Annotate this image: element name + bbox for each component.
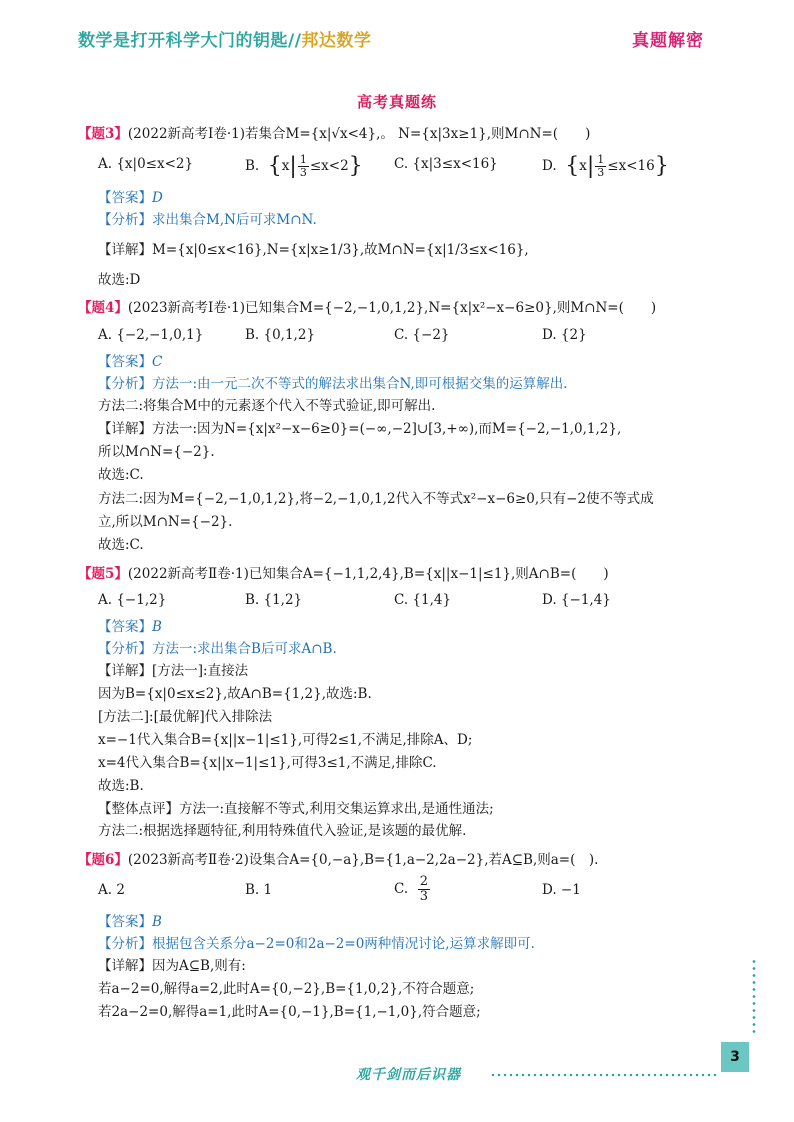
- q5-option-b: B. {1,2}: [245, 592, 303, 608]
- q5-detail-1: [98, 661, 248, 681]
- q3-stem-line: [78, 124, 590, 144]
- q6-answer: [98, 912, 162, 932]
- q3-option-a: A. {x|0≤x<2}: [98, 156, 194, 172]
- q6-analysis-tag: 【分析】: [98, 936, 152, 952]
- q4-analysis-tag: 【分析】: [98, 376, 152, 392]
- q4-option-d: D. {2}: [542, 327, 587, 343]
- q5-detail-2: 因为B={x|0≤x≤2},故A∩B={1,2},故选:B.: [98, 686, 372, 702]
- q5-detail-4: x=−1代入集合B={x||x−1|≤1},可得2≤1,不满足,排除A、D;: [98, 732, 473, 748]
- q5-stem-line: [78, 564, 609, 584]
- q5-detail-3: [方法二]:[最优解]代入排除法: [98, 709, 273, 725]
- header-brand: 邦达数学: [301, 31, 372, 51]
- q4-analysis-1: [98, 374, 568, 394]
- dotted-border-vertical: [752, 958, 756, 1036]
- q3-answer-tag: 【答案】: [98, 190, 152, 206]
- q5-analysis-tag: 【分析】: [98, 641, 152, 657]
- q3-analysis-tag: 【分析】: [98, 212, 152, 228]
- q3-detail-text: M={x|0≤x<16},N={x|x≥1/3},故M∩N={x|1/3≤x<16},: [152, 242, 529, 258]
- q4-detail-1: [98, 419, 621, 439]
- q4-option-c: C. {−2}: [394, 327, 450, 343]
- header-section-name: 真题解密: [632, 31, 704, 51]
- q6-detail-3: 若2a−2=0,解得a=1,此时A={0,−1},B={1,−1,0},符合题意;: [98, 1004, 481, 1020]
- q3-label: 【题3】: [78, 126, 128, 142]
- q5-analysis: [98, 639, 337, 659]
- q5-answer-tag: 【答案】: [98, 619, 152, 635]
- q5-detail-tag: 【详解】: [98, 663, 152, 679]
- q4-detail-text-1: 方法一:因为N={x|x²−x−6≥0}=(−∞,−2]∪[3,+∞),而M={−2,−1,0,1,2},: [152, 421, 622, 437]
- q6-detail-1: [98, 956, 246, 976]
- q6-detail-text-1: 因为A⊆B,则有:: [152, 958, 246, 974]
- q5-analysis-text: 方法一:求出集合B后可求A∩B.: [152, 641, 337, 657]
- q4-detail-6: 故选:C.: [98, 537, 144, 553]
- q5-stem: (2022新高考Ⅱ卷·1)已知集合A={−1,1,2,4},B={x||x−1|≤1},则A∩B=( ): [127, 566, 609, 582]
- q4-option-b: B. {0,1,2}: [245, 327, 316, 343]
- q5-detail-5: x=4代入集合B={x||x−1|≤1},可得3≤1,不满足,排除C.: [98, 755, 437, 771]
- q6-analysis: [98, 934, 535, 954]
- q3-detail: [98, 240, 529, 260]
- q6-analysis-text: 根据包含关系分a−2=0和2a−2=0两种情况讨论,运算求解即可.: [152, 936, 535, 952]
- q6-stem-line: [78, 850, 598, 870]
- q5-option-d: D. {−1,4}: [542, 592, 611, 608]
- q6-option-c: C. $\frac{2}{3}$: [394, 874, 429, 904]
- q3-answer: [98, 188, 163, 208]
- q3-option-d: D. {x| $\frac{1}{3}$ ≤x<16}: [542, 153, 669, 179]
- q5-detail-text-1: [方法一]:直接法: [152, 663, 249, 679]
- q4-answer-value: C: [152, 354, 163, 370]
- q5-option-a: A. {−1,2}: [98, 592, 167, 608]
- q4-label: 【题4】: [78, 300, 128, 316]
- header-slogan-text: 数学是打开科学大门的钥匙//: [78, 31, 302, 51]
- q6-detail-2: 若a−2=0,解得a=2,此时A={0,−2},B={1,0,2},不符合题意;: [98, 981, 475, 997]
- q4-option-a: A. {−2,−1,0,1}: [98, 327, 204, 343]
- q4-detail-5: 立,所以M∩N={−2}.: [98, 514, 233, 530]
- q5-review-text-1: 方法一:直接解不等式,利用交集运算求出,是通性通法;: [179, 801, 494, 817]
- q4-answer-tag: 【答案】: [98, 354, 152, 370]
- q5-detail-6: 故选:B.: [98, 778, 144, 794]
- q3-stem: (2022新高考Ⅰ卷·1)若集合M={x|√x<4},。 N={x|3x≥1},则M∩N=( ): [127, 126, 591, 142]
- q5-option-c: C. {1,4}: [394, 592, 452, 608]
- q5-review-1: [98, 799, 494, 819]
- q3-option-c: C. {x|3≤x<16}: [394, 156, 498, 172]
- q6-detail-tag: 【详解】: [98, 958, 152, 974]
- q4-stem-line: [78, 298, 656, 318]
- q3-conclusion: 故选:D: [98, 272, 141, 288]
- q4-answer: [98, 352, 162, 372]
- section-title: 高考真题练: [356, 93, 437, 111]
- q6-option-d: D. −1: [542, 882, 581, 898]
- q6-option-a: A. 2: [98, 882, 125, 898]
- q6-label: 【题6】: [78, 852, 128, 868]
- q3-answer-value: D: [152, 190, 163, 206]
- q3-detail-tag: 【详解】: [98, 242, 152, 258]
- q4-analysis-text-1: 方法一:由一元二次不等式的解法求出集合N,即可根据交集的运算解出.: [152, 376, 568, 392]
- q3-analysis-text: 求出集合M,N后可求M∩N.: [152, 212, 317, 228]
- footer-motto: 观千剑而后识器: [356, 1067, 461, 1083]
- q5-answer-value: B: [152, 619, 162, 635]
- q4-detail-4: 方法二:因为M={−2,−1,0,1,2},将−2,−1,0,1,2代入不等式x²−x−6≥0,只有−2使不等式成: [98, 491, 654, 507]
- q6-stem: (2023新高考Ⅱ卷·2)设集合A={0,−a},B={1,a−2,2a−2},若A⊆B,则a=( ).: [127, 852, 599, 868]
- q3-option-b: B. {x| $\frac{1}{3}$ ≤x<2}: [245, 153, 363, 179]
- page-number: 3: [721, 1042, 749, 1072]
- q5-review-2: 方法二:根据选择题特征,利用特殊值代入验证,是该题的最优解.: [98, 823, 467, 839]
- header-slogan: [78, 26, 371, 51]
- q4-detail-tag: 【详解】: [98, 421, 152, 437]
- q4-stem: (2023新高考Ⅰ卷·1)已知集合M={−2,−1,0,1,2},N={x|x²−x−6≥0},则M∩N=( ): [127, 300, 657, 316]
- q5-answer: [98, 617, 162, 637]
- dotted-border-horizontal: [490, 1073, 718, 1077]
- q3-analysis: [98, 210, 317, 230]
- q4-detail-3: 故选:C.: [98, 467, 144, 483]
- q6-answer-tag: 【答案】: [98, 914, 152, 930]
- q6-answer-value: B: [152, 914, 162, 930]
- q5-review-tag: 【整体点评】: [98, 801, 179, 817]
- q4-detail-2: 所以M∩N={−2}.: [98, 444, 215, 460]
- q5-label: 【题5】: [78, 566, 128, 582]
- q4-analysis-2: 方法二:将集合M中的元素逐个代入不等式验证,即可解出.: [98, 398, 436, 414]
- q6-option-b: B. 1: [245, 882, 273, 898]
